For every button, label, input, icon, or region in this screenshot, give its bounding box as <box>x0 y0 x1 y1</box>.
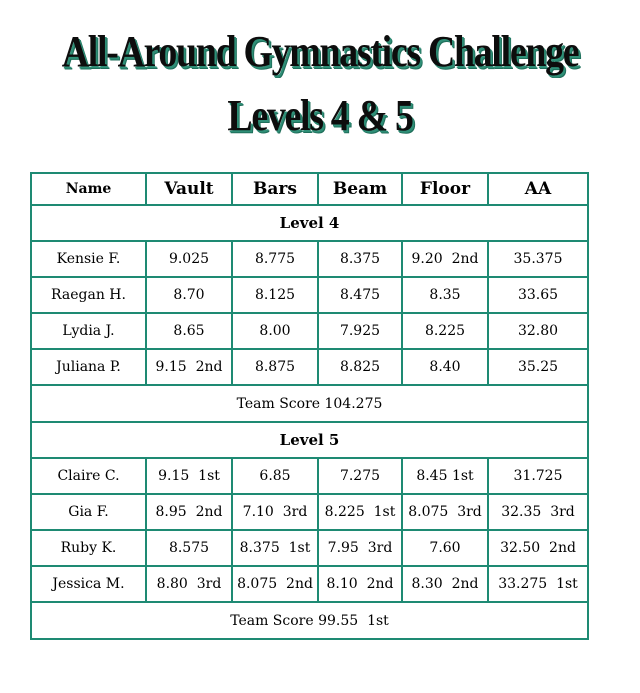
gymnast-name: Lydia J. <box>31 313 146 349</box>
beam-score: 8.225 1st <box>318 494 402 530</box>
table-row <box>31 458 588 494</box>
gymnast-name: Ruby K. <box>31 530 146 566</box>
floor-score: 8.225 <box>402 313 488 349</box>
beam-score: 7.925 <box>318 313 402 349</box>
level-4-heading: Level 4 <box>31 205 588 241</box>
level-5-heading: Level 5 <box>31 422 588 458</box>
page-subtitle: Levels 4 & 5 <box>227 91 413 140</box>
level-4-team-score: Team Score 104.275 <box>31 385 588 422</box>
bars-score: 7.10 3rd <box>232 494 318 530</box>
header-row <box>31 173 588 205</box>
vault-score: 8.80 3rd <box>146 566 232 602</box>
vault-score: 9.15 1st <box>146 458 232 494</box>
aa-score: 33.275 1st <box>488 566 588 602</box>
vault-score: 8.70 <box>146 277 232 313</box>
bars-score: 6.85 <box>232 458 318 494</box>
aa-score: 32.80 <box>488 313 588 349</box>
table-row <box>31 494 588 530</box>
level-5-heading-row <box>31 422 588 458</box>
bars-score: 8.375 1st <box>232 530 318 566</box>
bars-score: 8.125 <box>232 277 318 313</box>
beam-score: 7.95 3rd <box>318 530 402 566</box>
table-row <box>31 530 588 566</box>
floor-score: 9.20 2nd <box>402 241 488 277</box>
table-row <box>31 566 588 602</box>
beam-score: 8.375 <box>318 241 402 277</box>
floor-score: 8.45 1st <box>402 458 488 494</box>
table-row <box>31 313 588 349</box>
header-vault: Vault <box>146 173 232 205</box>
beam-score: 8.825 <box>318 349 402 385</box>
floor-score: 8.30 2nd <box>402 566 488 602</box>
floor-score: 8.35 <box>402 277 488 313</box>
vault-score: 8.575 <box>146 530 232 566</box>
header-name: Name <box>31 173 146 205</box>
floor-score: 8.075 3rd <box>402 494 488 530</box>
scores-table <box>30 172 589 640</box>
aa-score: 35.375 <box>488 241 588 277</box>
level-5-team-score-row <box>31 602 588 639</box>
vault-score: 9.025 <box>146 241 232 277</box>
header-bars: Bars <box>232 173 318 205</box>
bars-score: 8.775 <box>232 241 318 277</box>
gymnast-name: Claire C. <box>31 458 146 494</box>
gymnast-name: Jessica M. <box>31 566 146 602</box>
gymnast-name: Gia F. <box>31 494 146 530</box>
gymnast-name: Juliana P. <box>31 349 146 385</box>
table-row <box>31 349 588 385</box>
beam-score: 7.275 <box>318 458 402 494</box>
page-title: All-Around Gymnastics Challenge <box>61 27 579 76</box>
vault-score: 8.95 2nd <box>146 494 232 530</box>
aa-score: 31.725 <box>488 458 588 494</box>
table-row <box>31 277 588 313</box>
floor-score: 7.60 <box>402 530 488 566</box>
gymnast-name: Kensie F. <box>31 241 146 277</box>
floor-score: 8.40 <box>402 349 488 385</box>
gymnast-name: Raegan H. <box>31 277 146 313</box>
bars-score: 8.875 <box>232 349 318 385</box>
level-4-team-score-row <box>31 385 588 422</box>
aa-score: 35.25 <box>488 349 588 385</box>
level-5-team-score: Team Score 99.55 1st <box>31 602 588 639</box>
level-4-heading-row <box>31 205 588 241</box>
beam-score: 8.10 2nd <box>318 566 402 602</box>
table-row <box>31 241 588 277</box>
beam-score: 8.475 <box>318 277 402 313</box>
bars-score: 8.00 <box>232 313 318 349</box>
header-aa: AA <box>488 173 588 205</box>
header-floor: Floor <box>402 173 488 205</box>
vault-score: 8.65 <box>146 313 232 349</box>
header-beam: Beam <box>318 173 402 205</box>
aa-score: 32.50 2nd <box>488 530 588 566</box>
bars-score: 8.075 2nd <box>232 566 318 602</box>
aa-score: 32.35 3rd <box>488 494 588 530</box>
vault-score: 9.15 2nd <box>146 349 232 385</box>
aa-score: 33.65 <box>488 277 588 313</box>
